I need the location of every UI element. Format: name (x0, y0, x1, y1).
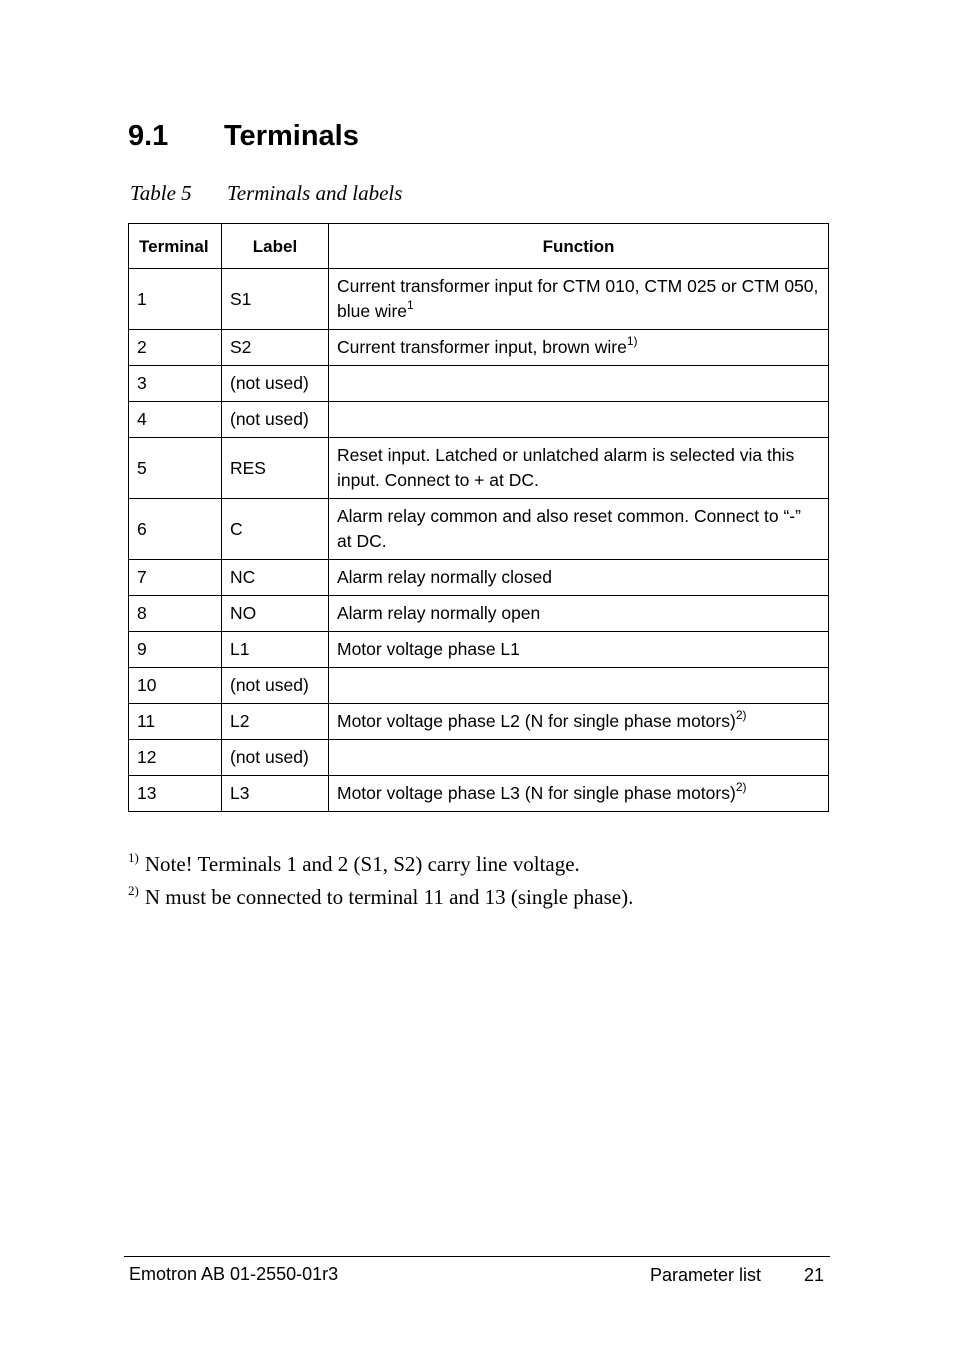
terminal-cell: 12 (129, 740, 222, 776)
footnote-ref: 2) (735, 780, 747, 794)
label-cell: (not used) (222, 402, 329, 438)
label-cell: NC (222, 560, 329, 596)
function-cell (329, 776, 829, 812)
function-text: Motor voltage phase L2 (N for single phase motors) (337, 711, 736, 731)
section-number: 9.1 (128, 120, 169, 152)
function-cell: Reset input. Latched or unlatched alarm is selected via this input. Connect to + at DC. (329, 438, 829, 499)
terminal-cell: 1 (129, 269, 222, 330)
function-text: Current transformer input for CTM 010, CTM 025 or CTM 050, blue wire (337, 276, 819, 321)
terminal-cell: 13 (129, 776, 222, 812)
section-heading (128, 120, 359, 153)
terminals-table (128, 223, 829, 812)
table-row (129, 704, 829, 740)
table-row (129, 438, 829, 499)
function-cell: Alarm relay normally open (329, 596, 829, 632)
function-text: Current transformer input, brown wire (337, 337, 627, 357)
column-header-function: Function (329, 224, 829, 269)
table-caption (130, 181, 402, 206)
table-header-row (129, 224, 829, 269)
function-cell (329, 366, 829, 402)
terminal-cell: 11 (129, 704, 222, 740)
label-cell: S2 (222, 330, 329, 366)
function-cell: Alarm relay normally closed (329, 560, 829, 596)
terminal-cell: 9 (129, 632, 222, 668)
table-row (129, 366, 829, 402)
terminal-cell: 2 (129, 330, 222, 366)
table-row (129, 499, 829, 560)
table-row (129, 668, 829, 704)
label-cell: C (222, 499, 329, 560)
table-row (129, 776, 829, 812)
footnote-2 (128, 881, 633, 914)
footer-divider (124, 1256, 830, 1257)
label-cell: RES (222, 438, 329, 499)
label-cell: (not used) (222, 740, 329, 776)
column-header-label: Label (222, 224, 329, 269)
terminal-cell: 8 (129, 596, 222, 632)
footnote-ref: 1) (626, 334, 638, 348)
footnote-1 (128, 848, 633, 881)
terminal-cell: 10 (129, 668, 222, 704)
table-row (129, 560, 829, 596)
table-row (129, 402, 829, 438)
footnotes (128, 848, 633, 914)
footnote-text: Note! Terminals 1 and 2 (S1, S2) carry line voltage. (144, 852, 580, 876)
table-row (129, 269, 829, 330)
label-cell: (not used) (222, 366, 329, 402)
footer-section-name: Parameter list (650, 1265, 762, 1285)
terminal-cell: 6 (129, 499, 222, 560)
column-header-terminal: Terminal (129, 224, 222, 269)
page-number: 21 (804, 1265, 825, 1285)
footnote-mark: 2) (128, 883, 139, 898)
function-cell: Motor voltage phase L1 (329, 632, 829, 668)
table-row (129, 330, 829, 366)
terminal-cell: 5 (129, 438, 222, 499)
label-cell: L3 (222, 776, 329, 812)
table-row (129, 632, 829, 668)
label-cell: NO (222, 596, 329, 632)
function-cell (329, 704, 829, 740)
terminal-cell: 4 (129, 402, 222, 438)
footnote-ref: 1 (407, 298, 414, 312)
footnote-text: N must be connected to terminal 11 and 13 (single phase). (144, 885, 634, 909)
function-cell (329, 740, 829, 776)
terminal-cell: 3 (129, 366, 222, 402)
label-cell: S1 (222, 269, 329, 330)
function-cell (329, 269, 829, 330)
table-row (129, 740, 829, 776)
terminal-cell: 7 (129, 560, 222, 596)
table-row (129, 596, 829, 632)
section-title: Terminals (224, 120, 359, 152)
label-cell: (not used) (222, 668, 329, 704)
label-cell: L1 (222, 632, 329, 668)
function-cell (329, 330, 829, 366)
table-caption-number: Table 5 (130, 181, 192, 205)
label-cell: L2 (222, 704, 329, 740)
footnote-mark: 1) (128, 850, 139, 865)
function-cell (329, 402, 829, 438)
function-text: Motor voltage phase L3 (N for single phase motors) (337, 783, 736, 803)
function-cell (329, 668, 829, 704)
footnote-ref: 2) (735, 708, 747, 722)
function-cell: Alarm relay common and also reset common. Connect to “-” at DC. (329, 499, 829, 560)
footer-document-id: Emotron AB 01-2550-01r3 (129, 1264, 339, 1284)
table-caption-text: Terminals and labels (227, 181, 403, 205)
